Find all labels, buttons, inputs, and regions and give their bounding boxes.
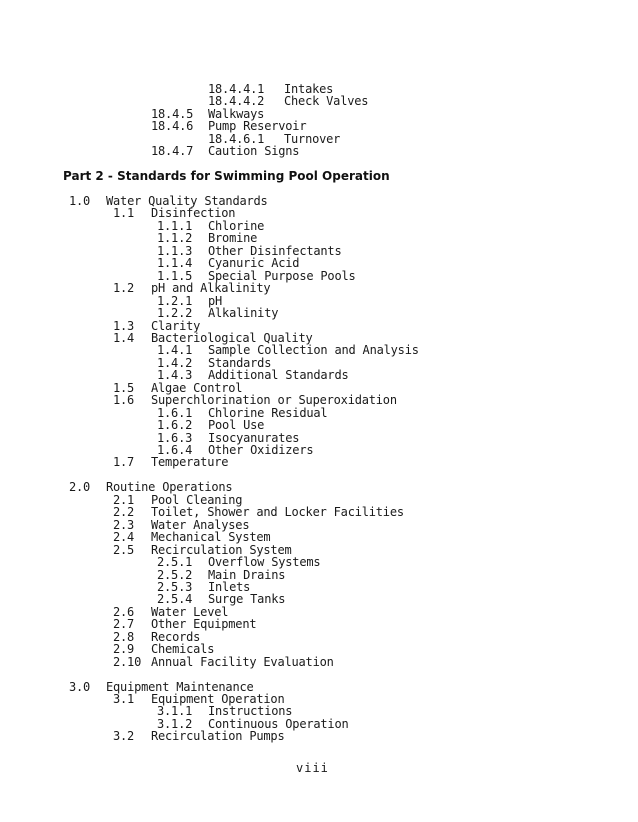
toc-section-number: 2.10: [113, 654, 142, 669]
toc-section-number: 1.1.1: [157, 218, 193, 233]
toc-entry-number: 18.4.7: [151, 144, 194, 159]
toc-section-title: Continuous Operation: [208, 716, 349, 731]
toc-section-number: 1.6.1: [157, 405, 193, 420]
toc-section-title: Other Disinfectants: [208, 243, 342, 258]
toc-section-title: pH: [208, 293, 223, 308]
toc-section-number: 1.5: [113, 380, 135, 395]
toc-entry-title: Caution Signs: [208, 144, 300, 159]
toc-section-title: Surge Tanks: [208, 592, 286, 607]
toc-entry-title: Check Valves: [284, 94, 369, 109]
toc-section-number: 2.5.2: [157, 567, 193, 582]
toc-section-number: 2.7: [113, 617, 135, 632]
toc-section-number: 1.1.5: [157, 268, 193, 283]
toc-section-number: 1.0: [69, 194, 91, 208]
toc-section-title: Cyanuric Acid: [208, 256, 300, 271]
toc-section-number: 3.0: [69, 679, 91, 694]
toc-section-number: 2.6: [113, 604, 135, 619]
toc-section-number: 1.4.3: [157, 368, 193, 383]
toc-entry-number: 18.4.6: [151, 119, 194, 134]
toc-section-number: 2.3: [113, 517, 135, 532]
toc-entry-title: Intakes: [284, 82, 334, 96]
toc-section-title: Standards: [208, 355, 272, 370]
toc-section-number: 1.6.2: [157, 418, 193, 433]
toc-section-title: Disinfection: [151, 206, 236, 221]
toc-section-title: Equipment Operation: [151, 692, 285, 706]
toc-section-title: Bacteriological Quality: [151, 330, 313, 345]
toc-section-title: Other Oxidizers: [208, 443, 314, 457]
toc-section-title: Chemicals: [151, 642, 215, 657]
toc-section-number: 3.2: [113, 729, 135, 744]
toc-section-number: 1.1.3: [157, 243, 193, 258]
toc-section-title: Overflow Systems: [208, 555, 321, 570]
toc-section-title: Routine Operations: [106, 480, 233, 495]
page-number: viii: [296, 761, 329, 775]
toc-section-number: 1.4.2: [157, 355, 193, 370]
toc-section-title: Annual Facility Evaluation: [151, 654, 334, 669]
toc-section-number: 1.6.4: [157, 443, 193, 457]
toc-section-title: pH and Alkalinity: [151, 281, 271, 296]
toc-entry-title: Pump Reservoir: [208, 119, 307, 134]
toc-section-title: Chlorine Residual: [208, 405, 328, 420]
toc-entry-title: Walkways: [208, 106, 265, 121]
toc-section-title: Records: [151, 629, 201, 644]
toc-section-number: 3.1.2: [157, 716, 193, 731]
toc-section-title: Inlets: [208, 579, 251, 594]
toc-section-title: Chlorine: [208, 218, 265, 233]
toc-section-title: Recirculation Pumps: [151, 729, 285, 744]
toc-entry-title: Turnover: [284, 131, 341, 146]
part-heading: Part 2 - Standards for Swimming Pool Operation: [63, 169, 390, 183]
toc-section-title: Main Drains: [208, 567, 286, 582]
toc-section-title: Water Analyses: [151, 517, 250, 532]
toc-section-number: 2.2: [113, 505, 135, 520]
toc-section-title: Pool Cleaning: [151, 492, 243, 507]
toc-section-title: Additional Standards: [208, 368, 349, 383]
toc-entry-number: 18.4.5: [151, 106, 194, 121]
toc-section-number: 2.5.3: [157, 579, 193, 594]
toc-section-number: 2.0: [69, 480, 91, 495]
toc-section-number: 2.9: [113, 642, 135, 657]
toc-section-title: Temperature: [151, 455, 229, 470]
toc-section-number: 2.5.1: [157, 555, 193, 570]
toc-section-number: 1.1.2: [157, 231, 193, 246]
toc-section-title: Pool Use: [208, 418, 265, 433]
toc-section-title: Superchlorination or Superoxidation: [151, 393, 397, 408]
toc-section-number: 1.2.2: [157, 306, 193, 321]
toc-section-title: Mechanical System: [151, 530, 271, 545]
toc-section-number: 1.4: [113, 330, 135, 345]
toc-entry-number: 18.4.4.1: [208, 82, 265, 96]
toc-section-number: 1.7: [113, 455, 135, 470]
toc-section-title: Instructions: [208, 704, 293, 719]
toc-section-title: Equipment Maintenance: [106, 679, 254, 694]
toc-section-title: Isocyanurates: [208, 430, 300, 445]
toc-section-number: 2.8: [113, 629, 135, 644]
toc-section-title: Toilet, Shower and Locker Facilities: [151, 505, 404, 520]
toc-section-title: Clarity: [151, 318, 201, 333]
toc-section-number: 1.2: [113, 281, 135, 296]
toc-section-number: 1.6.3: [157, 430, 193, 445]
toc-section-title: Sample Collection and Analysis: [208, 343, 419, 358]
toc-section-title: Other Equipment: [151, 617, 257, 632]
toc-section-title: Water Level: [151, 604, 229, 619]
toc-section-title: Special Purpose Pools: [208, 268, 356, 283]
toc-section-title: Algae Control: [151, 380, 243, 395]
toc-entry-number: 18.4.4.2: [208, 94, 265, 109]
toc-section-number: 3.1: [113, 692, 135, 706]
toc-entry-number: 18.4.6.1: [208, 131, 265, 146]
toc-section-number: 1.2.1: [157, 293, 193, 308]
toc-section-title: Alkalinity: [208, 306, 279, 321]
toc-section-number: 1.4.1: [157, 343, 193, 358]
toc-section-number: 3.1.1: [157, 704, 193, 719]
toc-section-number: 1.6: [113, 393, 135, 408]
toc-section-title: Water Quality Standards: [106, 194, 268, 208]
toc-section-number: 1.1.4: [157, 256, 193, 271]
toc-section-title: Bromine: [208, 231, 258, 246]
toc-section-number: 1.3: [113, 318, 135, 333]
toc-section-title: Recirculation System: [151, 542, 292, 557]
toc-section-number: 2.1: [113, 492, 135, 507]
toc-section-number: 2.4: [113, 530, 135, 545]
toc-section-number: 1.1: [113, 206, 135, 221]
toc-section-number: 2.5: [113, 542, 135, 557]
toc-section-number: 2.5.4: [157, 592, 193, 607]
